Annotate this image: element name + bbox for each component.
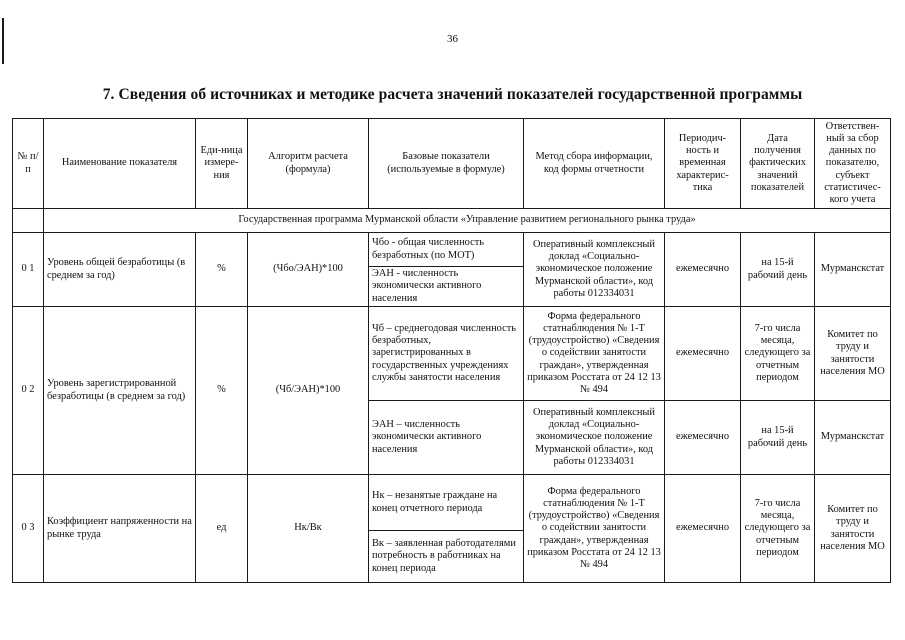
formula-cell: (Чб/ЭАН)*100 xyxy=(248,307,369,475)
base-indicator: Чбо - общая численность безработных (по МОТ) xyxy=(369,233,524,267)
header-cell-base: Базовые показатели (используемые в формуле) xyxy=(369,119,524,209)
header-cell-formula: Алгоритм расчета (формула) xyxy=(248,119,369,209)
section-title: 7. Сведения об источниках и методике расчета значений показателей государственной программы xyxy=(102,86,803,103)
indicators-table xyxy=(12,118,891,583)
formula-cell: Нк/Вк xyxy=(248,475,369,583)
period-cell: ежемесячно xyxy=(665,475,741,583)
unit-cell: % xyxy=(196,233,248,307)
method-cell: Оперативный комплексный доклад «Социально-экономическое положение Мурманской области», код работы 012334031 xyxy=(524,401,665,475)
formula-cell: (Чбо/ЭАН)*100 xyxy=(248,233,369,307)
table-row xyxy=(13,307,891,401)
period-cell: ежемесячно xyxy=(665,307,741,401)
method-cell: Форма федерального статнаблюдения № 1-Т (трудоустройство) «Сведения о содействии занятости граждан», утвержденная приказом Росстата от 24 12 13 № 494 xyxy=(524,307,665,401)
unit-cell: % xyxy=(196,307,248,475)
program-title: Государственная программа Мурманской области «Управление развитием регионального рынка труда» xyxy=(44,209,891,233)
period-cell: ежемесячно xyxy=(665,401,741,475)
method-cell: Форма федерального статнаблюдения № 1-Т (трудоустройство) «Сведения о содействии занятости граждан», утвержденная приказом Росстата от 24 12 13 № 494 xyxy=(524,475,665,583)
date-cell: на 15-й рабочий день xyxy=(741,233,815,307)
base-indicator: Чб – среднегодовая численность безработных, зарегистрированных в государственных учреждениях службы занятости населения xyxy=(369,307,524,401)
empty-cell xyxy=(13,209,44,233)
table-row xyxy=(13,233,891,267)
base-indicator: Нк – незанятые граждане на конец отчетного периода xyxy=(369,475,524,531)
base-indicator: ЭАН - численность экономически активного населения xyxy=(369,267,524,307)
row-number: 0 2 xyxy=(13,307,44,475)
base-indicator: Вк – заявленная работодателями потребность в работниках на конец периода xyxy=(369,531,524,583)
base-indicator: ЭАН – численность экономически активного населения xyxy=(369,401,524,475)
date-cell: 7-го числа месяца, следующего за отчетным периодом xyxy=(741,475,815,583)
unit-cell: ед xyxy=(196,475,248,583)
date-cell: 7-го числа месяца, следующего за отчетным периодом xyxy=(741,307,815,401)
header-cell-date: Дата получения фактических значений показателей xyxy=(741,119,815,209)
responsible-cell: Комитет по труду и занятости населения МО xyxy=(815,307,891,401)
header-cell-resp: Ответствен-ный за сбор данных по показателю, субъект статистичес-кого учета xyxy=(815,119,891,209)
responsible-cell: Мурманскстат xyxy=(815,401,891,475)
period-cell: ежемесячно xyxy=(665,233,741,307)
table-row xyxy=(13,475,891,531)
indicator-name: Коэффициент напряженности на рынке труда xyxy=(44,475,196,583)
header-cell-method: Метод сбора информации, код формы отчетности xyxy=(524,119,665,209)
method-cell: Оперативный комплексный доклад «Социально-экономическое положение Мурманской области», код работы 012334031 xyxy=(524,233,665,307)
program-row xyxy=(13,209,891,233)
responsible-cell: Мурманскстат xyxy=(815,233,891,307)
header-cell-period: Периодич-ность и временная характерис-тика xyxy=(665,119,741,209)
page-number: 36 xyxy=(447,33,458,45)
header-cell-num: № п/п xyxy=(13,119,44,209)
header-cell-name: Наименование показателя xyxy=(44,119,196,209)
table-header-row xyxy=(13,119,891,209)
date-cell: на 15-й рабочий день xyxy=(741,401,815,475)
row-number: 0 3 xyxy=(13,475,44,583)
indicator-name: Уровень зарегистрированной безработицы (в среднем за год) xyxy=(44,307,196,475)
header-cell-unit: Еди-ница измере-ния xyxy=(196,119,248,209)
indicator-name: Уровень общей безработицы (в среднем за год) xyxy=(44,233,196,307)
responsible-cell: Комитет по труду и занятости населения МО xyxy=(815,475,891,583)
row-number: 0 1 xyxy=(13,233,44,307)
